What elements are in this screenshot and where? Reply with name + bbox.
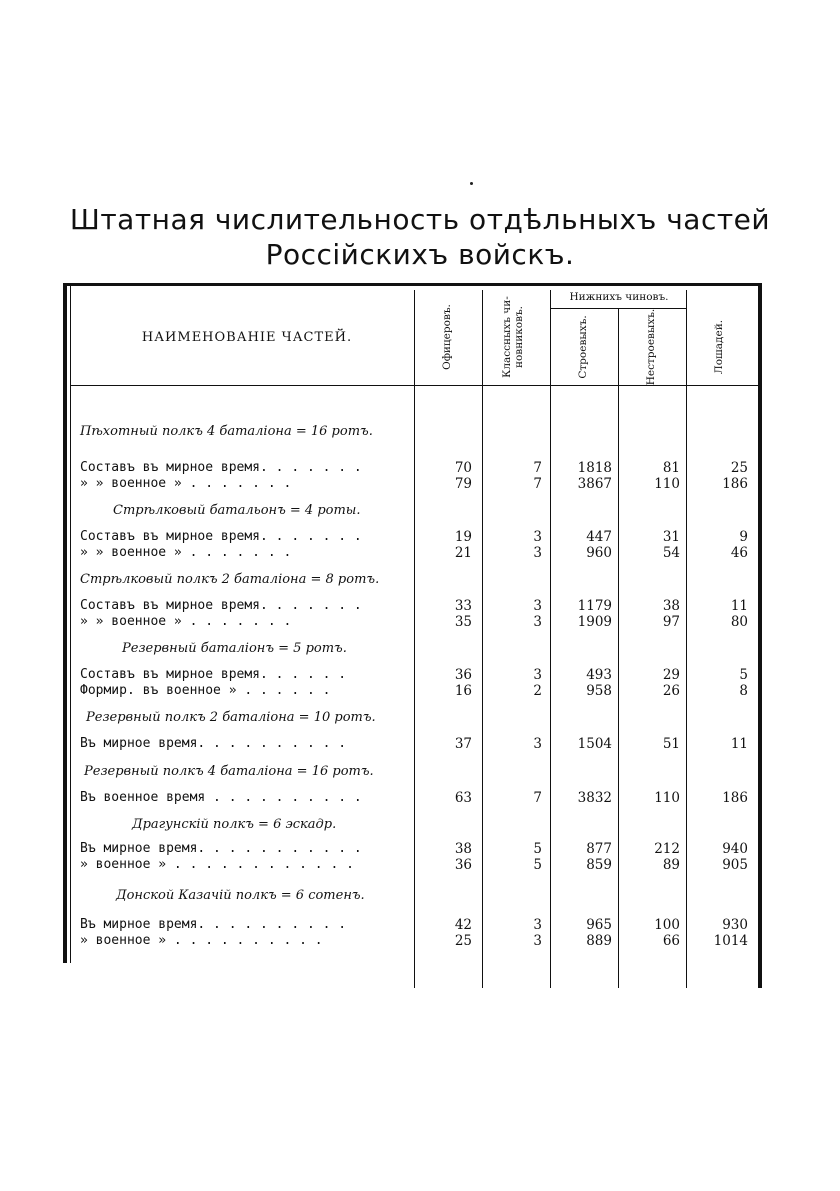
noncombatant-value: 110 xyxy=(654,790,680,806)
page-title-line-1: Штатная числительность отдѣльныхъ частей xyxy=(69,203,771,236)
officers-value: 38 xyxy=(454,841,472,857)
combatant-value: 965 xyxy=(586,917,612,933)
class-officials-value: 7 xyxy=(533,460,542,476)
officers-value: 21 xyxy=(454,545,472,561)
col-divider-4 xyxy=(618,308,619,988)
class-officials-value: 3 xyxy=(533,529,542,545)
lower-ranks-header: Нижнихъ чиновъ. xyxy=(569,291,669,303)
section-title: Драгунскій полкъ = 6 эскадр. xyxy=(132,817,337,832)
combatant-value: 3832 xyxy=(577,790,612,806)
noncombatant-value: 31 xyxy=(662,529,680,545)
combatant-value: 877 xyxy=(586,841,612,857)
col-divider-3 xyxy=(550,290,551,988)
col-divider-5 xyxy=(686,290,687,988)
officers-value: 37 xyxy=(454,736,472,752)
noncombatant-value: 54 xyxy=(662,545,680,561)
row-label: Составъ въ мирное время. . . . . . xyxy=(80,667,347,682)
row-label: Составъ въ мирное время. . . . . . . xyxy=(80,598,362,613)
top-border-line xyxy=(63,283,762,286)
col-divider-2 xyxy=(482,290,483,988)
combatant-value: 1909 xyxy=(577,614,612,630)
row-label: » » военное » . . . . . . . xyxy=(80,476,292,491)
officers-value: 42 xyxy=(454,917,472,933)
combatant-value: 1179 xyxy=(577,598,612,614)
row-label: » » военное » . . . . . . . xyxy=(80,614,292,629)
class-officials-value: 5 xyxy=(533,857,542,873)
noncombatant-value: 81 xyxy=(662,460,680,476)
left-border-line xyxy=(63,283,67,963)
horses-value: 186 xyxy=(722,476,748,492)
officers-value: 33 xyxy=(454,598,472,614)
noncombatant-value: 97 xyxy=(662,614,680,630)
class-officials-value: 3 xyxy=(533,545,542,561)
combatant-value: 1504 xyxy=(577,736,612,752)
horses-value: 11 xyxy=(730,736,748,752)
combatant-value: 1818 xyxy=(577,460,612,476)
section-title: Резервный полкъ 4 баталіона = 16 ротъ. xyxy=(84,764,374,779)
noncombatant-value: 100 xyxy=(654,917,680,933)
class-officials-value: 7 xyxy=(533,790,542,806)
combatant-value: 859 xyxy=(586,857,612,873)
print-speck xyxy=(470,182,473,185)
class-officials-value: 3 xyxy=(533,736,542,752)
section-title: Стрѣлковый батальонъ = 4 роты. xyxy=(113,503,361,518)
horses-value: 930 xyxy=(722,917,748,933)
section-title: Пѣхотный полкъ 4 баталіона = 16 ротъ. xyxy=(80,424,373,439)
horses-value: 46 xyxy=(730,545,748,561)
row-label: Составъ въ мирное время. . . . . . . xyxy=(80,529,362,544)
noncombatant-value: 51 xyxy=(662,736,680,752)
class-officials-value: 3 xyxy=(533,933,542,949)
noncombatant-value: 89 xyxy=(662,857,680,873)
noncombatant-value: 38 xyxy=(662,598,680,614)
name-column-header: НАИМЕНОВАНІЕ ЧАСТЕЙ. xyxy=(141,330,353,345)
horses-value: 9 xyxy=(739,529,748,545)
col-divider-1 xyxy=(414,290,415,988)
row-label: » военное » . . . . . . . . . . . . xyxy=(80,857,354,872)
noncombatant-value: 26 xyxy=(662,683,680,699)
officers-value: 25 xyxy=(454,933,472,949)
officers-value: 70 xyxy=(454,460,472,476)
combatant-value: 960 xyxy=(586,545,612,561)
horses-header: Лошадей. xyxy=(713,319,725,375)
section-title: Стрѣлковый полкъ 2 баталіона = 8 ротъ. xyxy=(80,572,380,587)
combatant-value: 958 xyxy=(586,683,612,699)
officers-value: 63 xyxy=(454,790,472,806)
row-label: Въ мирное время. . . . . . . . . . xyxy=(80,736,347,751)
combatant-header: Строевыхъ. xyxy=(577,315,589,379)
class-officials-value: 5 xyxy=(533,841,542,857)
officers-value: 79 xyxy=(454,476,472,492)
horses-value: 11 xyxy=(730,598,748,614)
horses-value: 940 xyxy=(722,841,748,857)
noncombatant-value: 110 xyxy=(654,476,680,492)
combatant-value: 889 xyxy=(586,933,612,949)
officers-value: 36 xyxy=(454,857,472,873)
class-officials-value: 7 xyxy=(533,476,542,492)
section-title: Резервный полкъ 2 баталіона = 10 ротъ. xyxy=(86,710,376,725)
noncombatant-header: Нестроевыхъ. xyxy=(645,308,657,386)
officers-header: Офицеровъ. xyxy=(441,304,453,370)
row-label: Въ военное время . . . . . . . . . . xyxy=(80,790,362,805)
row-label: » военное » . . . . . . . . . . xyxy=(80,933,323,948)
row-label: Составъ въ мирное время. . . . . . . xyxy=(80,460,362,475)
class-officials-value: 3 xyxy=(533,667,542,683)
class-officials-header: Классныхъ чи- новниковъ. xyxy=(501,296,525,378)
horses-value: 905 xyxy=(722,857,748,873)
section-title: Резервный баталіонъ = 5 ротъ. xyxy=(122,641,347,656)
page-title-line-2: Россійскихъ войскъ. xyxy=(265,238,575,271)
noncombatant-value: 29 xyxy=(662,667,680,683)
row-label: Въ мирное время. . . . . . . . . . . xyxy=(80,841,362,856)
horses-value: 25 xyxy=(730,460,748,476)
class-officials-value: 3 xyxy=(533,598,542,614)
noncombatant-value: 66 xyxy=(662,933,680,949)
combatant-value: 447 xyxy=(586,529,612,545)
horses-value: 186 xyxy=(722,790,748,806)
row-label: Въ мирное время. . . . . . . . . . xyxy=(80,917,347,932)
class-officials-value: 2 xyxy=(533,683,542,699)
right-border-line xyxy=(758,283,762,988)
officers-value: 16 xyxy=(454,683,472,699)
class-officials-value: 3 xyxy=(533,614,542,630)
horses-value: 80 xyxy=(730,614,748,630)
officers-value: 19 xyxy=(454,529,472,545)
officers-value: 36 xyxy=(454,667,472,683)
row-label: Формир. въ военное » . . . . . . xyxy=(80,683,331,698)
horses-value: 8 xyxy=(739,683,748,699)
horses-value: 5 xyxy=(739,667,748,683)
noncombatant-value: 212 xyxy=(654,841,680,857)
section-title: Донской Казачій полкъ = 6 сотенъ. xyxy=(116,888,365,903)
officers-value: 35 xyxy=(454,614,472,630)
horses-value: 1014 xyxy=(713,933,748,949)
combatant-value: 3867 xyxy=(577,476,612,492)
combatant-value: 493 xyxy=(586,667,612,683)
row-label: » » военное » . . . . . . . xyxy=(80,545,292,560)
class-officials-value: 3 xyxy=(533,917,542,933)
